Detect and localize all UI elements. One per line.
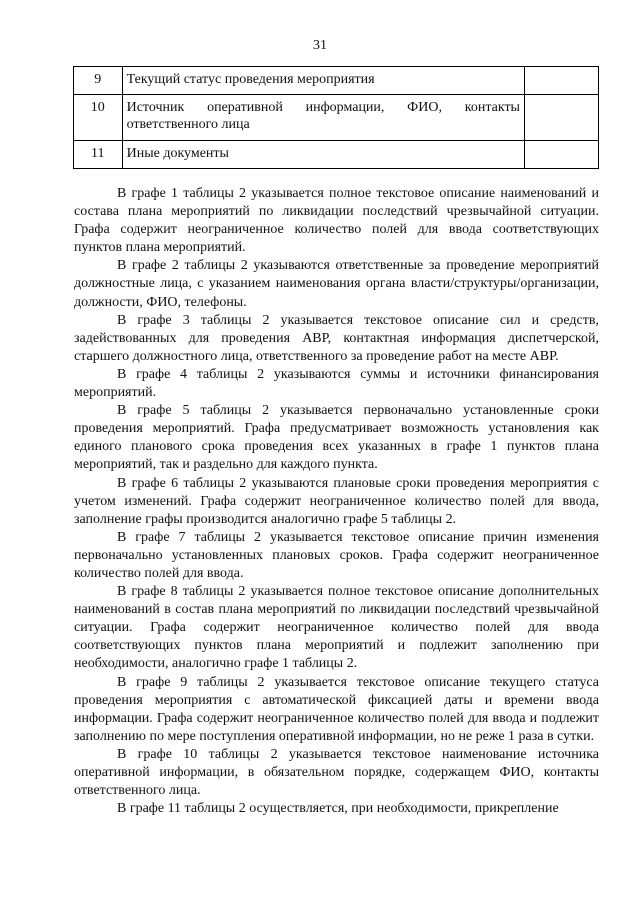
paragraph-grafa-5: В графе 5 таблицы 2 указывается первоначально установленные сроки проведения мероприятий. Графа предусматривает возможность установления как единого планового срока проведения всех указанных в графе 1 пунктов плана мероприятий, так и раздельно для каждого пункта. [74,403,599,473]
paragraph-grafa-1: В графе 1 таблицы 2 указывается полное текстовое описание наименований и состава плана мероприятий по ликвидации последствий чрезвычайной ситуации. Графа содержит неограниченное количество полей для ввода соответствующих пунктов плана мероприятий. [74,186,599,256]
row-number: 11 [74,141,123,169]
row-description: Источник оперативной информации, ФИО, контакты ответственного лица [122,95,524,141]
row-description: Иные документы [122,141,524,169]
row-extra-cell [524,141,598,169]
row-description: Текущий статус проведения мероприятия [122,67,524,95]
paragraph-grafa-10: В графе 10 таблицы 2 указывается текстовое наименование источника оперативной информации, в обязательном порядке, содержащем ФИО, контакты ответственного лица. [74,746,599,799]
paragraph-grafa-6: В графе 6 таблицы 2 указываются плановые сроки проведения мероприятия с учетом изменений. Графа содержит неограниченное количество полей для ввода, заполнение графы производится аналогично графе 5 таблицы 2. [74,475,599,527]
paragraph-grafa-9: В графе 9 таблицы 2 указывается текстовое описание текущего статуса проведения мероприятия с автоматической фиксацией даты и времени ввода информации. Графа содержит неограниченное количество полей для ввода и подлежит заполнению по мере поступления оперативной информации, но не реже 1 раза в сутки. [74,674,599,744]
paragraph-grafa-11: В графе 11 таблицы 2 осуществляется, при необходимости, прикрепление [117,801,559,817]
paragraph-grafa-7: В графе 7 таблицы 2 указывается текстовое описание причин изменения первоначально установленных плановых сроков. Графа содержит неограниченное количество полей для ввода. [74,529,599,581]
data-table [73,66,599,169]
row-number: 10 [74,95,123,141]
row-number: 9 [74,67,123,95]
table-row [74,67,599,95]
paragraph-grafa-4: В графе 4 таблицы 2 указываются суммы и источники финансирования мероприятий. [74,366,599,401]
table-row [74,141,599,169]
row-extra-cell [524,95,598,141]
paragraph-grafa-2: В графе 2 таблицы 2 указываются ответственные за проведение мероприятий должностные лица, с указанием наименования органа власти/структуры/организации, должности, ФИО, телефоны. [74,258,599,310]
paragraph-grafa-8: В графе 8 таблицы 2 указывается полное текстовое описание дополнительных наименований в состав плана мероприятий по ликвидации последствий чрезвычайной ситуации. Графа содержит неограниченное количество полей для ввода соответствующих пунктов плана мероприятий и подлежит заполнению при необходимости, аналогично графе 1 таблицы 2. [74,584,599,672]
row-extra-cell [524,67,598,95]
body-text [74,185,599,818]
page-number: 31 [313,38,327,53]
table-row [74,95,599,141]
paragraph-grafa-3: В графе 3 таблицы 2 указывается текстовое описание сил и средств, задействованных для проведения АВР, контактная информация диспетчерской, старшего должностного лица, ответственного за проведение работ на месте АВР. [74,312,599,364]
